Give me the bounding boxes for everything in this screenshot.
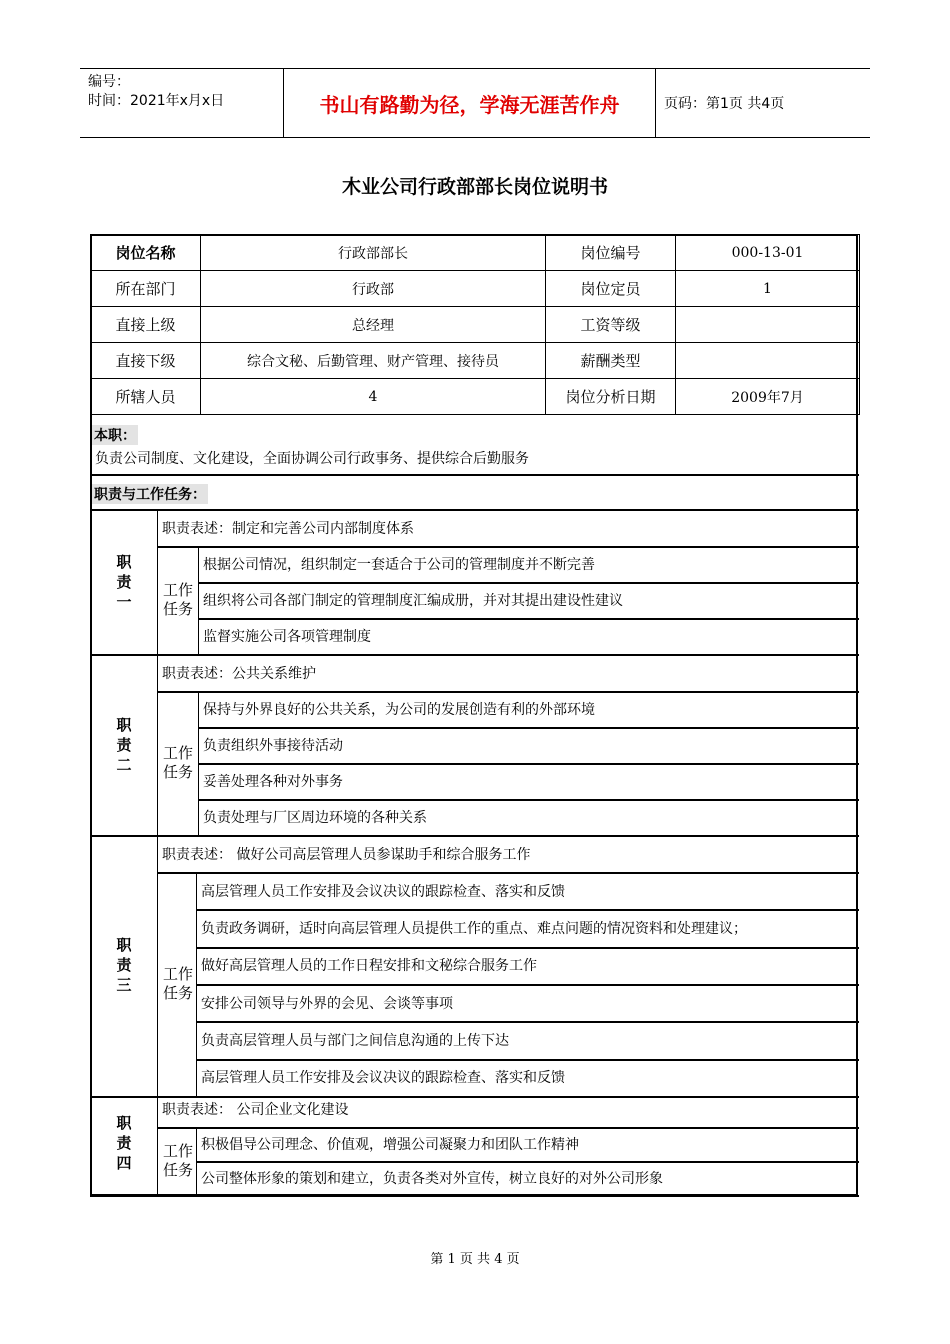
position-info-table — [90, 234, 860, 415]
task-item: 根据公司情况，组织制定一套适合于公司的管理制度并不断完善 — [203, 557, 595, 573]
duty-statement: 职责表述：制定和完善公司内部制度体系 — [162, 521, 414, 537]
task-item: 公司整体形象的策划和建立，负责各类对外宣传，树立良好的对外公司形象 — [201, 1171, 663, 1187]
field-value: 行政部部长 — [201, 235, 546, 271]
task-label-text: 工作 — [162, 1142, 193, 1160]
field-value: 1 — [676, 271, 860, 307]
table-row — [91, 379, 860, 415]
task-label — [158, 1127, 198, 1195]
field-value — [676, 307, 860, 343]
task-label-text: 任务 — [162, 763, 193, 781]
task-label-text: 任务 — [162, 1161, 193, 1179]
table-row — [91, 307, 860, 343]
field-label: 薪酬类型 — [546, 343, 676, 379]
task-item: 安排公司领导与外界的会见、会谈等事项 — [201, 995, 453, 1012]
task-item: 做好高层管理人员的工作日程安排和文秘综合服务工作 — [201, 958, 537, 975]
main-duty-text: 负责公司制度、文化建设，全面协调公司行政事务、提供综合后勤服务 — [95, 451, 529, 467]
duty-statement: 职责表述： 做好公司高层管理人员参谋助手和综合服务工作 — [162, 846, 531, 863]
duty-name — [92, 655, 156, 835]
field-label: 所辖人员 — [91, 379, 201, 415]
duty-name-char: 责 — [116, 736, 132, 754]
field-label: 岗位分析日期 — [546, 379, 676, 415]
table-row — [91, 235, 860, 271]
task-label-text: 工作 — [162, 581, 193, 599]
task-item: 负责政务调研，适时向高层管理人员提供工作的重点、难点问题的情况资料和处理建议； — [201, 920, 747, 937]
task-label-text: 任务 — [162, 600, 193, 618]
field-value: 2009年7月 — [676, 379, 860, 415]
task-item: 负责组织外事接待活动 — [203, 738, 343, 754]
duty-name-char: 四 — [116, 1154, 132, 1172]
task-item: 负责处理与厂区周边环境的各种关系 — [203, 810, 427, 826]
table-row — [91, 271, 860, 307]
duty-name-char: 责 — [116, 956, 132, 975]
task-label — [158, 691, 198, 835]
main-duty-label: 本职： — [92, 425, 138, 445]
task-item: 组织将公司各部门制定的管理制度汇编成册，并对其提出建设性建议 — [203, 593, 623, 609]
table-row — [91, 343, 860, 379]
task-item: 负责高层管理人员与部门之间信息沟通的上传下达 — [201, 1032, 509, 1049]
task-item: 高层管理人员工作安排及会议决议的跟踪检查、落实和反馈 — [201, 883, 565, 900]
field-label: 工资等级 — [546, 307, 676, 343]
task-label-text: 工作 — [162, 964, 193, 983]
field-value — [676, 343, 860, 379]
field-label: 直接上级 — [91, 307, 201, 343]
task-item: 监督实施公司各项管理制度 — [203, 629, 371, 645]
divider — [90, 414, 859, 415]
task-label — [158, 872, 198, 1096]
task-label-text: 任务 — [162, 983, 193, 1002]
field-value: 综合文秘、后勤管理、财产管理、接待员 — [201, 343, 546, 379]
duty-name-char: 职 — [116, 553, 132, 571]
duty-name-char: 一 — [116, 593, 132, 611]
duties-label: 职责与工作任务： — [92, 484, 208, 504]
duty-name — [92, 510, 156, 654]
duty-statement: 职责表述： 公司企业文化建设 — [162, 1102, 349, 1118]
field-value: 4 — [201, 379, 546, 415]
field-value: 行政部 — [201, 271, 546, 307]
duty-name-char: 职 — [116, 936, 132, 955]
header-motto: 书山有路勤为径，学海无涯苦作舟 — [283, 69, 656, 137]
field-label: 岗位名称 — [91, 235, 201, 271]
field-label: 所在部门 — [91, 271, 201, 307]
divider — [198, 546, 199, 654]
duty-name-char: 三 — [116, 976, 132, 995]
task-label-text: 工作 — [162, 744, 193, 762]
page-footer: 第 1 页 共 4 页 — [430, 1252, 520, 1267]
header-page-number: 页码：第1页 共4页 — [664, 96, 785, 112]
divider — [90, 1195, 859, 1197]
duty-name — [92, 1091, 156, 1195]
header-meta — [80, 69, 280, 137]
field-label: 直接下级 — [91, 343, 201, 379]
duty-name-char: 二 — [116, 756, 132, 774]
task-item: 高层管理人员工作安排及会议决议的跟踪检查、落实和反馈 — [201, 1070, 565, 1087]
field-value: 000-13-01 — [676, 235, 860, 271]
task-item: 积极倡导公司理念、价值观，增强公司凝聚力和团队工作精神 — [201, 1137, 579, 1153]
duty-name-char: 职 — [116, 1114, 132, 1132]
task-label — [158, 546, 198, 654]
document-title: 木业公司行政部部长岗位说明书 — [341, 176, 608, 198]
task-item: 妥善处理各种对外事务 — [203, 774, 343, 790]
number-label: 编号： — [88, 74, 130, 90]
field-label: 岗位编号 — [546, 235, 676, 271]
time-label: 时间：2021年x月x日 — [88, 93, 225, 109]
duty-name-char: 职 — [116, 716, 132, 734]
task-item: 保持与外界良好的公共关系，为公司的发展创造有利的外部环境 — [203, 702, 595, 718]
field-label: 岗位定员 — [546, 271, 676, 307]
duty-name-char: 责 — [116, 1134, 132, 1152]
divider — [90, 474, 859, 476]
page-header — [80, 68, 870, 138]
duty-statement: 职责表述：公共关系维护 — [162, 666, 316, 682]
field-value: 总经理 — [201, 307, 546, 343]
duty-name-char: 责 — [116, 573, 132, 591]
duty-name — [92, 835, 156, 1096]
